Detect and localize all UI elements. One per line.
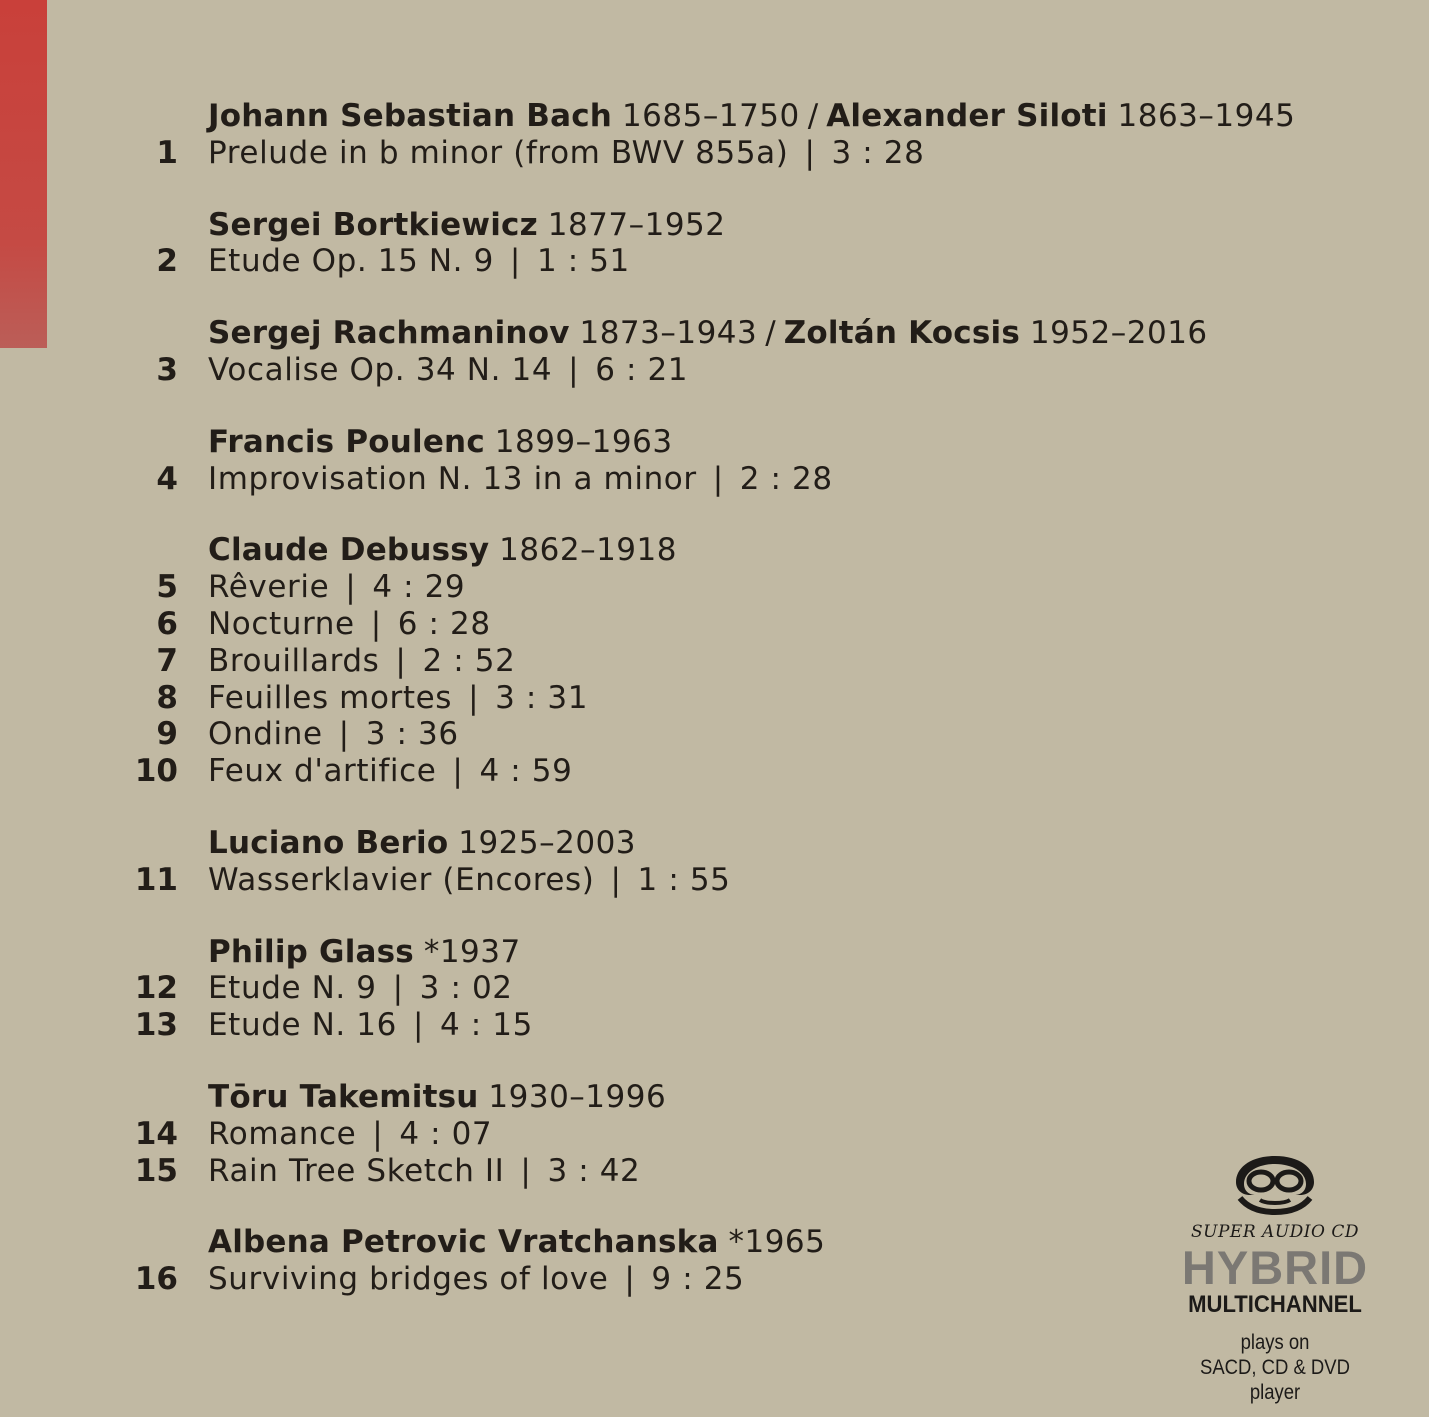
track-title-line	[208, 753, 572, 790]
track-duration: 3 : 31	[495, 679, 589, 716]
duration-separator: |	[712, 460, 724, 497]
track-row	[0, 461, 1300, 498]
track-title: Etude N. 16	[208, 1007, 397, 1044]
composer-name: Sergei Bortkiewicz	[208, 206, 538, 243]
track-number: 2	[156, 243, 178, 280]
track-title: Vocalise Op. 34 N. 14	[208, 351, 553, 388]
track-row	[0, 1261, 1300, 1298]
track-row	[0, 1007, 1300, 1044]
track-duration: 6 : 28	[397, 605, 491, 642]
track-title-line	[208, 716, 459, 753]
composer-line	[0, 532, 1300, 569]
duration-separator: |	[804, 134, 816, 171]
track-row	[0, 862, 1300, 899]
track-duration: 4 : 29	[372, 569, 466, 606]
track-number: 9	[156, 716, 178, 753]
composer-name: Sergej Rachmaninov	[208, 315, 570, 352]
composer-separator: /	[765, 315, 776, 352]
track-title-line	[208, 135, 924, 172]
track-duration: 4 : 15	[439, 1007, 533, 1044]
track-title-line	[208, 1116, 492, 1153]
composer-line	[0, 825, 1300, 862]
track-title: Etude Op. 15 N. 9	[208, 243, 494, 280]
track-title-line	[208, 862, 730, 899]
duration-separator: |	[395, 642, 407, 679]
track-number: 6	[156, 605, 178, 642]
composer-years: 1925–2003	[458, 824, 637, 861]
track-number: 3	[156, 351, 178, 388]
duration-separator: |	[412, 1007, 424, 1044]
composer-line	[0, 207, 1300, 244]
track-title-line	[208, 680, 588, 717]
track-number: 16	[134, 1261, 178, 1298]
composer-group	[0, 825, 1300, 899]
composer-group	[0, 934, 1300, 1044]
track-duration: 9 : 25	[651, 1261, 745, 1298]
track-row	[0, 680, 1300, 717]
composer-name: Albena Petrovic Vratchanska	[208, 1224, 719, 1261]
composer-name: Francis Poulenc	[208, 423, 485, 460]
track-duration: 1 : 55	[637, 861, 731, 898]
composer-name: Philip Glass	[208, 933, 414, 970]
track-row	[0, 352, 1300, 389]
track-row	[0, 716, 1300, 753]
track-title: Prelude in b minor (from BWV 855a)	[208, 134, 789, 171]
sacd-logo-block	[1170, 1150, 1380, 1405]
track-duration: 6 : 21	[595, 351, 689, 388]
track-number: 14	[134, 1115, 178, 1152]
track-title: Feuilles mortes	[208, 679, 453, 716]
track-duration: 1 : 51	[536, 243, 630, 280]
track-title: Rain Tree Sketch II	[208, 1152, 505, 1189]
track-number: 13	[134, 1007, 178, 1044]
track-title-line	[208, 243, 630, 280]
track-row	[0, 569, 1300, 606]
track-title: Surviving bridges of love	[208, 1261, 609, 1298]
duration-separator: |	[452, 753, 464, 790]
composer-group	[0, 207, 1300, 281]
track-title: Nocturne	[208, 605, 355, 642]
composer-group	[0, 1079, 1300, 1189]
duration-separator: |	[372, 1115, 384, 1152]
duration-separator: |	[520, 1152, 532, 1189]
duration-separator: |	[509, 243, 521, 280]
track-title: Romance	[208, 1115, 357, 1152]
track-title-line	[208, 352, 688, 389]
duration-separator: |	[610, 861, 622, 898]
sacd-disc-icon	[1230, 1150, 1320, 1218]
track-title: Rêverie	[208, 569, 330, 606]
track-row	[0, 606, 1300, 643]
track-title-line	[208, 461, 833, 498]
track-number: 1	[156, 134, 178, 171]
track-duration: 2 : 28	[739, 460, 833, 497]
duration-separator: |	[468, 679, 480, 716]
composer-name: Zoltán Kocsis	[783, 315, 1020, 352]
track-number: 15	[134, 1152, 178, 1189]
composer-separator: /	[807, 98, 819, 134]
track-duration: 3 : 36	[365, 716, 459, 753]
track-title-line	[208, 606, 491, 643]
composer-years: 1873–1943	[579, 315, 758, 352]
track-number: 4	[156, 460, 178, 497]
multichannel-label: MULTICHANNEL	[1188, 1291, 1362, 1318]
track-title-line	[208, 1153, 640, 1190]
duration-separator: |	[392, 970, 404, 1007]
track-row	[0, 243, 1300, 280]
super-audio-cd-label: SUPER AUDIO CD	[1191, 1222, 1359, 1242]
track-row	[0, 1153, 1300, 1190]
hybrid-label: HYBRID	[1181, 1241, 1369, 1294]
track-row	[0, 753, 1300, 790]
composer-name: Luciano Berio	[208, 824, 449, 861]
track-title-line	[208, 643, 515, 680]
duration-separator: |	[338, 716, 350, 753]
players-text: SACD, CD & DVD player	[1200, 1356, 1350, 1404]
track-title: Ondine	[208, 716, 323, 753]
composer-name: Claude Debussy	[208, 532, 490, 569]
track-number: 5	[156, 569, 178, 606]
track-title: Wasserklavier (Encores)	[208, 861, 595, 898]
composer-years: 1899–1963	[494, 423, 673, 460]
composer-group	[0, 532, 1300, 790]
track-title: Brouillards	[208, 642, 380, 679]
composer-name: Tōru Takemitsu	[208, 1078, 479, 1115]
composer-years: 1930–1996	[488, 1078, 667, 1115]
duration-separator: |	[624, 1261, 636, 1298]
track-title: Improvisation N. 13 in a minor	[208, 460, 697, 497]
track-title-line	[208, 970, 513, 1007]
track-title-line	[208, 569, 465, 606]
track-duration: 2 : 52	[422, 642, 516, 679]
track-title-line	[208, 1261, 744, 1298]
composer-group	[0, 315, 1300, 389]
track-duration: 4 : 07	[399, 1115, 493, 1152]
track-number: 8	[156, 679, 178, 716]
composer-years: 1877–1952	[547, 206, 726, 243]
track-title: Etude N. 9	[208, 970, 377, 1007]
track-row	[0, 643, 1300, 680]
composer-line	[0, 934, 1300, 971]
duration-separator: |	[568, 351, 580, 388]
track-row	[0, 135, 1300, 172]
track-number: 11	[134, 861, 178, 898]
composer-line	[0, 1224, 1300, 1261]
track-row	[0, 1116, 1300, 1153]
composer-group	[0, 1224, 1300, 1298]
duration-separator: |	[345, 569, 357, 606]
composer-years: 1862–1918	[499, 532, 677, 569]
composer-line	[0, 98, 1300, 135]
composer-line	[0, 1079, 1300, 1116]
composer-group	[0, 98, 1300, 172]
composer-line	[0, 424, 1300, 461]
track-number: 12	[134, 970, 178, 1007]
plays-on-note	[1183, 1330, 1368, 1405]
tracklist	[0, 98, 1300, 1333]
track-duration: 3 : 02	[419, 970, 513, 1007]
track-number: 10	[134, 753, 178, 790]
track-title-line	[208, 1007, 533, 1044]
composer-years: 1952–2016	[1029, 315, 1208, 352]
composer-line	[0, 315, 1300, 352]
composer-name: Johann Sebastian Bach	[208, 98, 613, 134]
duration-separator: |	[370, 605, 382, 642]
track-row	[0, 970, 1300, 1007]
plays-on-text: plays on	[1240, 1331, 1310, 1354]
composer-years: *1937	[423, 933, 521, 970]
composer-years: *1965	[728, 1224, 826, 1261]
track-number: 7	[156, 642, 178, 679]
track-duration: 4 : 59	[479, 753, 573, 790]
composer-years: 1685–1750	[621, 98, 800, 134]
composer-years: 1863–1945	[1117, 98, 1296, 134]
composer-group	[0, 424, 1300, 498]
track-title: Feux d'artifice	[208, 753, 437, 790]
track-duration: 3 : 42	[547, 1152, 641, 1189]
track-duration: 3 : 28	[831, 134, 925, 171]
composer-name: Alexander Siloti	[826, 98, 1108, 134]
